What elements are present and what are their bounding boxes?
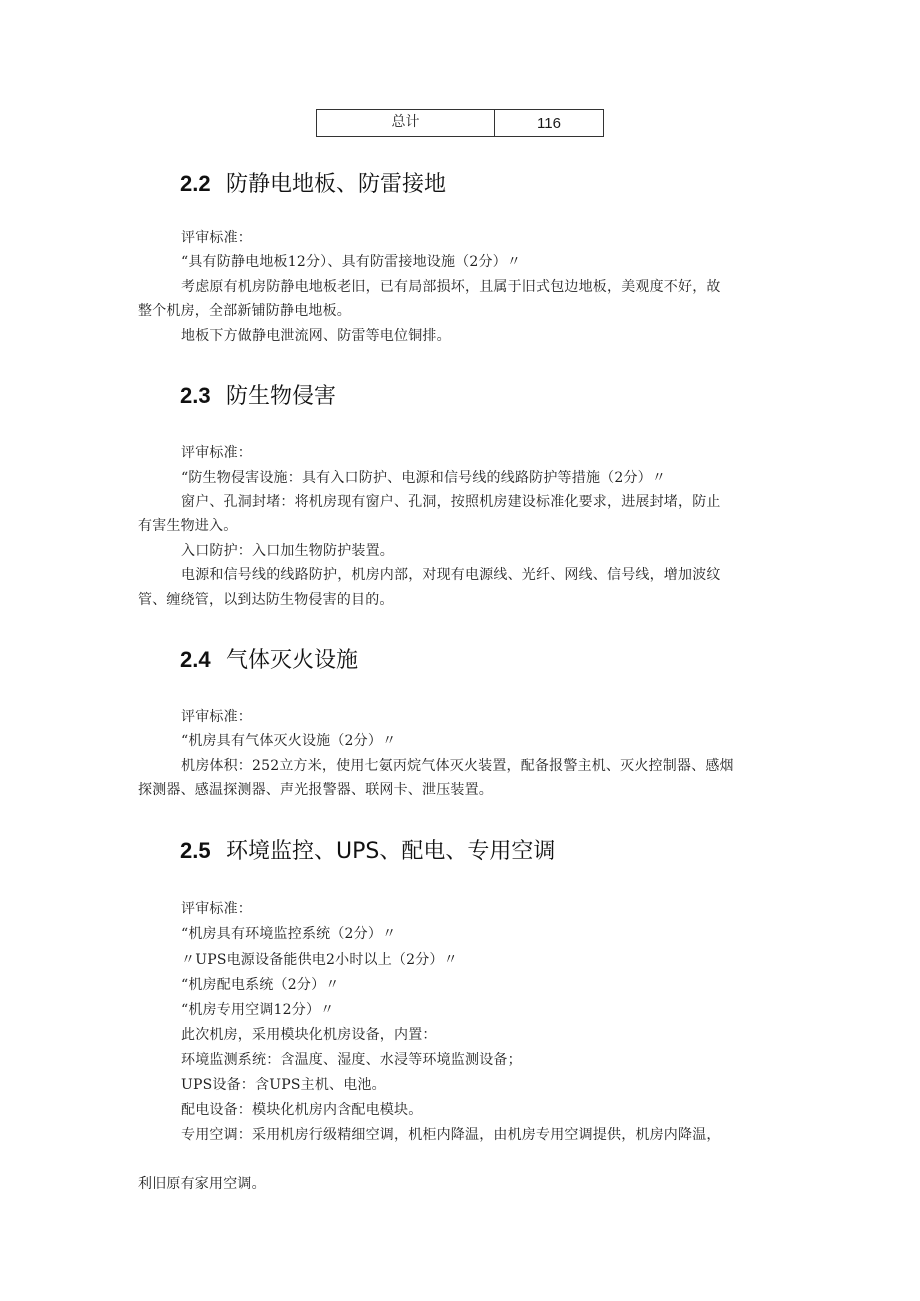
total-label: 总计 — [317, 110, 495, 136]
paragraph-line: 评审标准： — [181, 230, 252, 246]
paragraph-line: UPS设备：含UPS主机、电池。 — [181, 1077, 386, 1093]
paragraph-line: 管、缠绕管，以到达防生物侵害的目的。 — [138, 592, 394, 608]
paragraph-line: 专用空调：采用机房行级精细空调，机柜内降温，由机房专用空调提供，机房内降温， — [181, 1127, 721, 1143]
paragraph-line: “机房具有气体灭火设施（2分）〃 — [181, 733, 397, 749]
paragraph-line: 考虑原有机房防静电地板老旧，已有局部损坏，且属于旧式包边地板，美观度不好，故 — [181, 279, 721, 295]
paragraph-line: 〃UPS电源设备能供电2小时以上（2分）〃 — [181, 952, 458, 968]
paragraph-line: “机房配电系统（2分）〃 — [181, 977, 340, 993]
paragraph-line: 评审标准： — [181, 445, 252, 461]
paragraph-line: 评审标准： — [181, 709, 252, 725]
paragraph-line: 配电设备：模块化机房内含配电模块。 — [181, 1102, 423, 1118]
total-value: 116 — [537, 115, 561, 132]
section-title: 环境监控、UPS、配电、专用空调 — [226, 839, 556, 864]
section-number: 2.3 — [180, 383, 211, 408]
section-number: 2.5 — [180, 838, 211, 863]
section-heading-2-2 — [180, 167, 446, 201]
paragraph-line: 此次机房，采用模块化机房设备，内置： — [181, 1027, 437, 1043]
paragraph-line: “具有防静电地板12分）、具有防雷接地设施（2分）〃 — [181, 254, 522, 270]
paragraph-line: 有害生物进入。 — [138, 518, 238, 534]
paragraph-line: 探测器、感温探测器、声光报警器、联网卡、泄压装置。 — [138, 782, 493, 798]
section-heading-2-4 — [180, 643, 358, 677]
paragraph-line: 电源和信号线的线路防护，机房内部，对现有电源线、光纤、网线、信号线，增加波纹 — [181, 567, 721, 583]
paragraph-line: 环境监测系统：含温度、湿度、水浸等环境监测设备； — [181, 1052, 522, 1068]
paragraph-line: 整个机房，全部新铺防静电地板。 — [138, 303, 351, 319]
paragraph-line: 机房体积：252立方米，使用七氨丙烷气体灭火装置，配备报警主机、灭火控制器、感烟 — [181, 758, 734, 774]
section-number: 2.4 — [180, 647, 211, 672]
paragraph-line: 窗户、孔洞封堵：将机房现有窗户、孔洞，按照机房建设标准化要求，进展封堵，防止 — [181, 494, 721, 510]
section-title: 防生物侵害 — [226, 384, 337, 409]
paragraph-line: 地板下方做静电泄流网、防雷等电位铜排。 — [181, 328, 451, 344]
paragraph-line: 入口防护：入口加生物防护装置。 — [181, 543, 394, 559]
section-heading-2-3 — [180, 379, 336, 413]
section-number: 2.2 — [180, 171, 211, 196]
paragraph-line: “机房专用空调12分）〃 — [181, 1002, 335, 1018]
paragraph-line: 利旧原有家用空调。 — [138, 1176, 266, 1192]
total-table — [316, 109, 604, 137]
section-title: 气体灭火设施 — [226, 648, 359, 673]
section-title: 防静电地板、防雷接地 — [226, 172, 447, 197]
paragraph-line: “防生物侵害设施：具有入口防护、电源和信号线的线路防护等措施（2分）〃 — [181, 470, 667, 486]
paragraph-line: 评审标准： — [181, 901, 252, 917]
paragraph-line: “机房具有环境监控系统（2分）〃 — [181, 926, 397, 942]
section-heading-2-5 — [180, 834, 555, 868]
